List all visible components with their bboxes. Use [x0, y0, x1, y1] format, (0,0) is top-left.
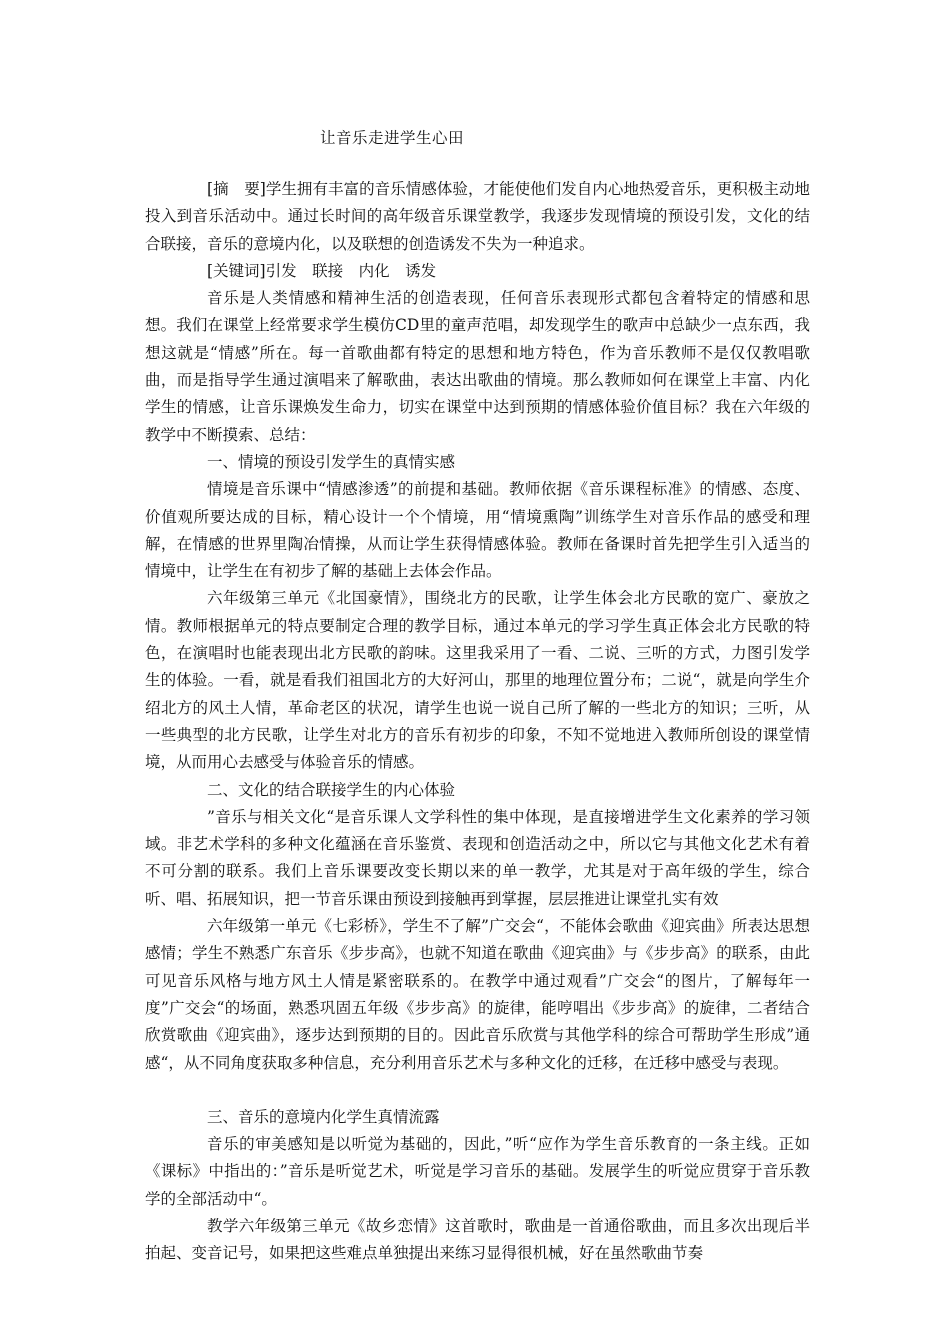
keywords-paragraph: [关键词]引发 联接 内化 诱发 [207, 261, 437, 280]
body-paragraph: 六年级第一单元《七彩桥》，学生不了解”广交会“，不能体会歌曲《迎宾曲》所表达思想感情；学生不熟悉广东音乐《步步高》，也就不知道在歌曲《迎宾曲》与《步步高》的联系，由此可见音乐风格与地方风土人情是紧密联系的。在教学中通过观看”广交会“的图片，了解每年一度”广交会“的场面，熟悉巩固五年级《步步高》的旋律，能哼唱出《步步高》的旋律，二者结合欣赏歌曲《迎宾曲》，逐步达到预期的目的。因此音乐欣赏与其他学科的综合可帮助学生形成”通感“，从不同角度获取多种信息，充分利用音乐艺术与多种文化的迁移，在迁移中感受与表现。 [145, 917, 810, 1072]
document-title: 让音乐走进学生心田 [320, 129, 465, 147]
section-heading: 二、文化的结合联接学生的内心体验 [207, 780, 456, 799]
abstract-paragraph: [摘 要]学生拥有丰富的音乐情感体验，才能使他们发自内心地热爱音乐，更积极主动地投入到音乐活动中。通过长时间的高年级音乐课堂教学，我逐步发现情境的预设引发，文化的结合联接，音乐的意境内化，以及联想的创造诱发不失为一种追求。 [145, 180, 810, 253]
body-paragraph: 教学六年级第三单元《故乡恋情》这首歌时，歌曲是一首通俗歌曲，而且多次出现后半拍起、变音记号，如果把这些难点单独提出来练习显得很机械，好在虽然歌曲节奏 [145, 1216, 810, 1263]
body-paragraph: ”音乐与相关文化“是音乐课人文学科性的集中体现，是直接增进学生文化素养的学习领域。非艺术学科的多种文化蕴涵在音乐鉴赏、表现和创造活动之中，所以它与其他文化艺术有着不可分割的联系。我们上音乐课要改变长期以来的单一教学，尤其是对于高年级的学生，综合听、唱、拓展知识，把一节音乐课由预设到接触再到掌握，层层推进让课堂扎实有效 [145, 807, 810, 908]
body-paragraph: 音乐是人类情感和精神生活的创造表现，任何音乐表现形式都包含着特定的情感和思想。我们在课堂上经常要求学生模仿CD里的童声范唱，却发现学生的歌声中总缺少一点东西，我想这就是“情感”所在。每一首歌曲都有特定的思想和地方特色，作为音乐教师不是仅仅教唱歌曲，而是指导学生通过演唱来了解歌曲，表达出歌曲的情境。那么教师如何在课堂上丰富、内化学生的情感，让音乐课焕发生命力，切实在课堂中达到预期的情感体验价值目标？我在六年级的教学中不断摸索、总结： [145, 289, 810, 444]
section-heading: 三、音乐的意境内化学生真情流露 [207, 1107, 440, 1126]
body-paragraph: 情境是音乐课中“情感渗透”的前提和基础。教师依据《音乐课程标准》的情感、态度、价值观所要达成的目标，精心设计一个个情境，用“情境熏陶”训练学生对音乐作品的感受和理解，在情感的世界里陶冶情操，从而让学生获得情感体验。教师在备课时首先把学生引入适当的情境中，让学生在有初步了解的基础上去体会作品。 [145, 480, 810, 581]
body-paragraph: 六年级第三单元《北国豪情》，围绕北方的民歌，让学生体会北方民歌的宽广、豪放之情。教师根据单元的特点要制定合理的教学目标，通过本单元的学习学生真正体会北方民歌的特色，在演唱时也能表现出北方民歌的韵味。这里我采用了一看、二说、三听的方式，力图引发学生的体验。一看，就是看我们祖国北方的大好河山，那里的地理位置分布；二说“，就是向学生介绍北方的风土人情，革命老区的状况，请学生也说一说自己所了解的一些北方的知识；三听，从一些典型的北方民歌，让学生对北方的音乐有初步的印象，不知不觉地进入教师所创设的课堂情境，从而用心去感受与体验音乐的情感。 [145, 589, 810, 772]
body-paragraph: 音乐的审美感知是以听觉为基础的，因此，”听“应作为学生音乐教育的一条主线。正如《课标》中指出的：”音乐是听觉艺术，听觉是学习音乐的基础。发展学生的听觉应贯穿于音乐教学的全部活动中“。 [145, 1135, 810, 1208]
document-body [145, 176, 810, 1268]
section-heading: 一、情境的预设引发学生的真情实感 [207, 452, 456, 471]
